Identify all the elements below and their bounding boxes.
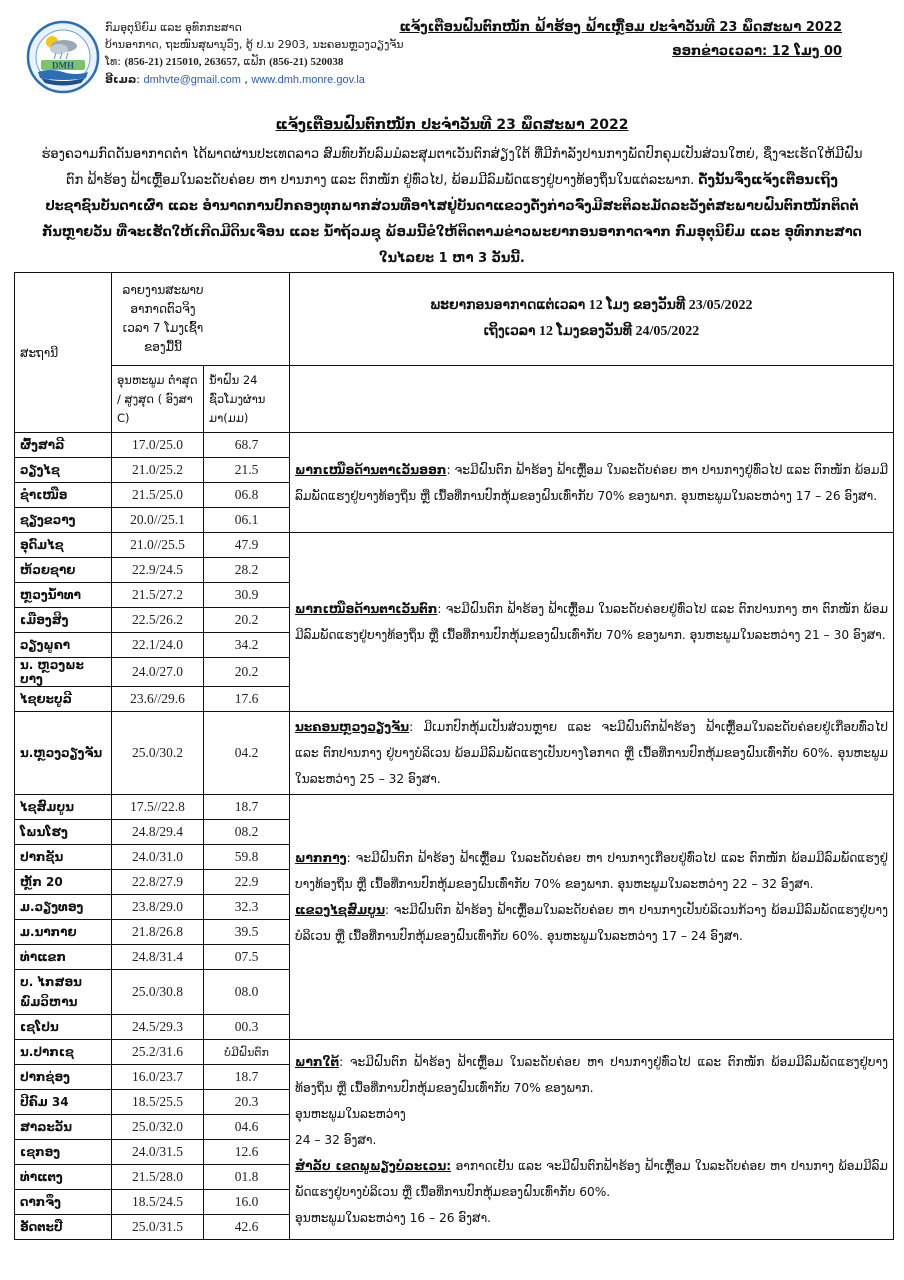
temperature-value: 23.6//29.6 <box>112 687 204 712</box>
station-name: ໄຊສົມບູນ <box>15 795 112 820</box>
rainfall-value: 06.1 <box>204 508 290 533</box>
table-row <box>15 433 894 458</box>
temperature-value: 22.8/27.9 <box>112 870 204 895</box>
station-name: ມ.ນາກາຍ <box>15 920 112 945</box>
rainfall-value: 16.0 <box>204 1190 290 1215</box>
station-name: ນ.ປາກເຊ <box>15 1040 112 1065</box>
rainfall-value: 22.9 <box>204 870 290 895</box>
header-forecast <box>290 273 894 366</box>
temperature-value: 21.5/27.2 <box>112 583 204 608</box>
header-station: ສະຖານີ <box>15 273 112 433</box>
temperature-value: 24.5/29.3 <box>112 1015 204 1040</box>
org-phone <box>105 53 404 71</box>
rainfall-value: 18.7 <box>204 795 290 820</box>
forecast-text: : ຈະມີຝົນຕົກ ຟ້າຮ້ອງ ຟ້າເຫຼື້ອມ ໃນລະດັບຄ່ອຍ ຫາ ປານກາງເກືອບຢູ່ທົ່ວໄປ ແລະ ຕົກໜັກ ພ້ອມມີລົມພັດແຮງຢູ່ບາງທ້ອງຖິ່ນ ຫຼື ເນື້ອທີ່ການປົກຫຸ້ມຂອງຝົນເທົ່າກັບ 70% ຂອງພາກ. ອຸນຫະພູມໃນລະຫວ່າງ 22 – 32 ອົງສາ. <box>295 851 888 891</box>
table-row <box>15 533 894 558</box>
table-header-row <box>15 273 894 366</box>
rainfall-value: 20.3 <box>204 1090 290 1115</box>
temperature-value: 25.0/31.5 <box>112 1215 204 1240</box>
intro-paragraph <box>40 142 864 272</box>
forecast-south <box>290 1040 894 1240</box>
forecast-temp-label: ອຸນຫະພູມໃນລະຫວ່າງ <box>295 1106 406 1121</box>
station-name: ວຽງພູຄາ <box>15 633 112 658</box>
rainfall-value: 28.2 <box>204 558 290 583</box>
rainfall-value: 20.2 <box>204 608 290 633</box>
station-name: ເຊກອງ <box>15 1140 112 1165</box>
table-row <box>15 712 894 795</box>
table-row <box>15 795 894 820</box>
forecast-text: : ຈະມີຝົນຕົກ ຟ້າຮ້ອງ ຟ້າເຫຼື້ອມ ໃນລະດັບຄ່ອຍ ຫາ ປານກາງຢູ່ທົ່ວໄປ ແລະ ຕົກໜັກ ພ້ອມມີລົມພັດແຮງຢູ່ບາງທ້ອງຖິ່ນ ຫຼື ເນື້ອທີ່ການປົກຫຸ້ມຂອງຝົນເທົ່າກັບ 70% ຂອງພາກ. <box>295 1054 888 1095</box>
rainfall-value: 08.2 <box>204 820 290 845</box>
rainfall-value: 30.9 <box>204 583 290 608</box>
weather-table <box>14 272 894 1240</box>
intro-text: ຮ່ອງຄວາມກົດດັນອາກາດຕໍ່າ ໄດ້ພາດຜ່ານປະເທດລາວ ສົມທົບກັບລົມມໍລະສຸມຕາເວັນຕົກສ່ຽງໃຕ້ ທີ່ມີກຳລັງປານກາງພັດປົກຄຸມເປັນສ່ວນໃຫຍ່, ຊຶ່ງຈະເຮັດໃຫ້ມີຝົນຕົກ ຟ້າຮ້ອງ ຟ້າເຫຼື້ອມໃນລະດັບຄ່ອຍ ຫາ ປານກາງ ແລະ ຕົກໜັກ ຢູ່ທົ່ວໄປ, ພ້ອມມີລົມພັດແຮງຢູ່ບາງທ້ອງຖິ່ນໃນແຕ່ລະພາກ. <box>41 147 863 188</box>
org-contact: ອີເມລ: dmhvte@gmail.com , www.dmh.monre.gov.la <box>105 73 365 86</box>
station-name: ດາກຈຶງ <box>15 1190 112 1215</box>
table-subheader-row <box>15 366 894 433</box>
rainfall-value: 08.0 <box>204 970 290 1015</box>
rainfall-value: 12.6 <box>204 1140 290 1165</box>
rainfall-value: 01.8 <box>204 1165 290 1190</box>
station-name: ປາກຊ່ອງ <box>15 1065 112 1090</box>
rainfall-value: 32.3 <box>204 895 290 920</box>
forecast-temp: ອຸນຫະພູມໃນລະຫວ່າງ 16 – 26 ອົງສາ. <box>295 1210 492 1225</box>
website-link[interactable]: www.dmh.monre.gov.la <box>251 74 365 86</box>
forecast-text: : ຈະມີຝົນຕົກ ຟ້າຮ້ອງ ຟ້າເຫຼື້ອມ ໃນລະດັບຄ່ອຍຢູ່ທົ່ວໄປ ແລະ ຕົກປານກາງ ຫາ ຕົກໜັກ ພ້ອມມີລົມພັດແຮງຢູ່ບາງທ້ອງຖິ່ນ ຫຼື ເນື້ອທີ່ການປົກຫຸ້ມຂອງຝົນເທົ່າກັບ 70% ຂອງພາກ. ອຸນຫະພູມໃນລະຫວ່າງ 21 – 30 ອົງສາ. <box>295 602 888 642</box>
table-row <box>15 1040 894 1065</box>
region-name: ພາກກາງ <box>295 851 347 865</box>
temperature-value: 21.0//25.5 <box>112 533 204 558</box>
temperature-value: 25.0/30.2 <box>112 712 204 795</box>
main-title-text: ແຈ້ງເຕືອນຝົນຕົກໜັກ ປະຈຳວັນທີ 23 ພຶດສະພາ 2022 <box>275 117 629 133</box>
station-name: ມ.ວຽງທອງ <box>15 895 112 920</box>
station-name: ນ. ຫຼວງພະບາງ <box>15 658 112 687</box>
station-name: ທ່າແຕງ <box>15 1165 112 1190</box>
main-title <box>0 117 904 133</box>
temperature-value: 23.8/29.0 <box>112 895 204 920</box>
forecast-paragraph-bolaven <box>295 1153 888 1205</box>
org-name: ກົມອຸຕຸນິຍົມ ແລະ ອຸທົກກະສາດ <box>105 21 242 34</box>
intro-warning-text: ດັ່ງນັ້ນຈຶ່ງແຈ້ງເຕືອນເຖິງປະຊາຊົນບັນດາເຜົ່າ ແລະ ອຳນາດການປົກຄອງທຸກພາກສ່ວນທີ່ອາໄສຢູ່ບັນດາແຂວງດັ່ງກ່າວຈົ່ງມີສະຕິລະມັດລະວັງຕໍ່ສະພາບຝົນຕົກໜັກຕິດຕໍ່ກັນຫຼາຍວັນ ທີ່ຈະເຮັດໃຫ້ເກີດມີດິນເຈື່ອນ ແລະ ນ້ຳຖ້ວມຊຸ ພ້ອມນີ້ຂໍໃຫ້ຕິດຕາມຂ່າວພະຍາກອນອາກາດຈາກ ກົມອຸຕຸນິຍົມ ແລະ ອຸທົກກະສາດໃນໄລຍະ 1 ຫາ 3 ວັນນີ້. <box>42 173 862 266</box>
station-name: ໄຊຍະບູລີ <box>15 687 112 712</box>
station-name: ຊຽງຂວາງ <box>15 508 112 533</box>
temperature-value: 21.5/25.0 <box>112 483 204 508</box>
rainfall-value: 17.6 <box>204 687 290 712</box>
header-observation-text: ລາຍງານສະພາບອາກາດຕົວຈິງ ເວລາ 7 ໂມງເຊົ້າ ຂອງມື້ນີ້ <box>122 283 204 354</box>
forecast-northwest <box>290 533 894 712</box>
fax-number: (856-21) 520038 <box>269 56 344 68</box>
rainfall-value: 47.9 <box>204 533 290 558</box>
header-forecast-line2: ເຖິງເວລາ 12 ໂມງຂອງວັນທີ 24/05/2022 <box>483 324 700 339</box>
issue-time: ອອກຂ່າວເວລາ: 12 ໂມງ 00 <box>672 44 842 59</box>
header-rainfall: ນ້ຳຝົນ 24 ຊົ່ວໂມງຜ່ານ ມາ(ມມ) <box>204 366 290 433</box>
station-name: ບ. ໄກສອນ ພົມວິຫານ <box>15 970 112 1015</box>
org-address: ບ້ານອາກາດ, ຖະໜົນສຸພານຸວົງ, ຕູ້ ປ.ນ 2903, ນະຄອນຫຼວງວຽງຈັນ <box>105 38 404 51</box>
rainfall-value: 39.5 <box>204 920 290 945</box>
temperature-value: 20.0//25.1 <box>112 508 204 533</box>
forecast-central <box>290 795 894 1040</box>
header-forecast-blank <box>290 366 894 433</box>
region-name: ພາກເໜືອດ້ານຕາເວັນອອກ <box>295 462 447 477</box>
rainfall-value: 00.3 <box>204 1015 290 1040</box>
station-name: ຫ້ວຍຊາຍ <box>15 558 112 583</box>
rainfall-value: 06.8 <box>204 483 290 508</box>
rainfall-value: 20.2 <box>204 658 290 687</box>
station-name: ທ່າແຂກ <box>15 945 112 970</box>
temperature-value: 24.0/31.5 <box>112 1140 204 1165</box>
forecast-text: : ຈະມີຝົນຕົກ ຟ້າຮ້ອງ ຟ້າເຫຼື້ອມ ໃນລະດັບຄ່ອຍ ຫາ ປານກາງຢູ່ທົ່ວໄປ ແລະ ຕົກໜັກ ພ້ອມມີລົມພັດແຮງຢູ່ບາງທ້ອງຖິ່ນ ຫຼື ເນື້ອທີ່ການປົກຫຸ້ມຂອງຝົນເທົ່າກັບ 70% ຂອງພາກ. ອຸນຫະພູມໃນລະຫວ່າງ 17 – 26 ອົງສາ. <box>295 462 888 503</box>
rainfall-value: 21.5 <box>204 458 290 483</box>
forecast-northeast <box>290 433 894 533</box>
rainfall-value: 42.6 <box>204 1215 290 1240</box>
temperature-value: 18.5/24.5 <box>112 1190 204 1215</box>
temperature-value: 24.8/31.4 <box>112 945 204 970</box>
temperature-value: 24.8/29.4 <box>112 820 204 845</box>
rainfall-value: 18.7 <box>204 1065 290 1090</box>
station-name: ໂພນໂຮງ <box>15 820 112 845</box>
forecast-paragraph-central <box>295 845 888 897</box>
temperature-value: 18.5/25.5 <box>112 1090 204 1115</box>
temperature-value: 25.0/30.8 <box>112 970 204 1015</box>
temperature-value: 17.0/25.0 <box>112 433 204 458</box>
document-title: ແຈ້ງເຕືອນຝົນຕົກໜັກ ຟ້າຮ້ອງ ຟ້າເຫຼື້ອມ ປະຈຳວັນທີ 23 ພຶດສະພາ 2022 <box>399 20 842 35</box>
phone-label: ໂທ: <box>105 55 121 68</box>
temperature-value: 25.0/32.0 <box>112 1115 204 1140</box>
rainfall-value: 34.2 <box>204 633 290 658</box>
header-temperature: ອຸນຫະພູມ ຕໍ່າສຸດ / ສູງສຸດ ( ອົງສາ C) <box>112 366 204 433</box>
rainfall-value: ບໍ່ມີຝົນຕົກ <box>204 1040 290 1065</box>
forecast-temp-range: 24 – 32 ອົງສາ. <box>295 1132 377 1147</box>
separator: , <box>244 73 248 86</box>
station-name: ຜົ້ງສາລີ <box>15 433 112 458</box>
region-name: ພາກໃຕ້ <box>295 1054 340 1069</box>
temperature-value: 16.0/23.7 <box>112 1065 204 1090</box>
temperature-value: 17.5//22.8 <box>112 795 204 820</box>
rainfall-value: 07.5 <box>204 945 290 970</box>
region-name: ນະຄອນຫຼວງວຽງຈັນ <box>295 720 410 734</box>
station-name: ວຽງໄຊ <box>15 458 112 483</box>
forecast-text: : ຈະມີຝົນຕົກ ຟ້າຮ້ອງ ຟ້າເຫຼື້ອມໃນລະດັບຄ່ອຍ ຫາ ປານກາງເປັນບໍລິເວນກ້ວາງ ພ້ອມມີລົມພັດແຮງຢູ່ບາງບໍລິເວນ ຫຼື ເນື້ອທີ່ການປົກຫຸ້ມຂອງຝົນເທົ່າກັບ 60%. ອຸນຫະພູມໃນລະຫວ່າງ 17 – 24 ອົງສາ. <box>295 903 888 943</box>
temperature-value: 24.0/31.0 <box>112 845 204 870</box>
station-name: ຫຼັກ 20 <box>15 870 112 895</box>
station-name: ອຸດົມໄຊ <box>15 533 112 558</box>
forecast-vientiane <box>290 712 894 795</box>
phone-numbers: (856-21) 215010, 263657, <box>124 56 240 68</box>
forecast-text: : ມີເມກປົກຫຸ້ມເປັນສ່ວນຫຼາຍ ແລະ ຈະມີຝົນຕົກຟ້າຮ້ອງ ຟ້າເຫຼື້ອມໃນລະດັບຄ່ອຍຢູ່ເກືອບທົ່ວໄປ ແລະ ຕົກປານກາງ ຢູ່ບາງບໍລິເວນ ພ້ອມມີລົມພັດແຮງເປັນບາງໂອກາດ ຫຼື ເນື້ອທີ່ການປົກຫຸ້ມຂອງຝົນເທົ່າກັບ 60%. ອຸນຫະພູມໃນລະຫວ່າງ 25 – 32 ອົງສາ. <box>295 720 888 786</box>
forecast-paragraph-vientiane <box>295 714 888 792</box>
station-name: ສາລະວັນ <box>15 1115 112 1140</box>
rainfall-value: 04.2 <box>204 712 290 795</box>
rainfall-value: 04.6 <box>204 1115 290 1140</box>
station-name: ນ.ຫຼວງວຽງຈັນ <box>15 712 112 795</box>
temperature-value: 21.5/28.0 <box>112 1165 204 1190</box>
fax-label: ແຟັກ <box>243 55 266 68</box>
forecast-paragraph-xaisomboun <box>295 897 888 949</box>
email-link[interactable]: dmhvte@gmail.com <box>143 74 241 86</box>
station-name: ເຊໂປນ <box>15 1015 112 1040</box>
rainfall-value: 59.8 <box>204 845 290 870</box>
station-name: ປາກຊັນ <box>15 845 112 870</box>
region-name: ສຳລັບ ເຂດພູພຽງບໍລະເວນ: <box>295 1158 452 1173</box>
temperature-value: 21.0/25.2 <box>112 458 204 483</box>
header-observation <box>112 273 290 366</box>
organization-info <box>105 19 404 89</box>
region-name: ແຂວງໄຊສົມບູນ <box>295 903 386 917</box>
header-forecast-line1: ພະຍາກອນອາກາດແຕ່ເວລາ 12 ໂມງ ຂອງວັນທີ 23/05/2022 <box>430 298 753 313</box>
region-name: ພາກເໜືອດ້ານຕາເວັນຕົກ <box>295 602 438 616</box>
temperature-value: 21.8/26.8 <box>112 920 204 945</box>
station-name: ອັດຕະປື <box>15 1215 112 1240</box>
station-name: ເມືອງສິງ <box>15 608 112 633</box>
station-name: ຫຼວງນ້ຳທາ <box>15 583 112 608</box>
station-name: ປີຄົມ 34 <box>15 1090 112 1115</box>
station-name: ຊຳເໜືອ <box>15 483 112 508</box>
temperature-value: 22.1/24.0 <box>112 633 204 658</box>
temperature-value: 25.2/31.6 <box>112 1040 204 1065</box>
dmh-logo-icon <box>26 20 100 94</box>
forecast-paragraph-northwest <box>295 596 888 648</box>
forecast-text: ອາກາດເຢັນ ແລະ ຈະມີຝົນຕົກຟ້າຮ້ອງ ຟ້າເຫຼື້ອມ ໃນລະດັບຄ່ອຍ ຫາ ປານກາງ ພ້ອມມີລົມພັດແຮງຢູ່ບາງບໍລິເວນ ຫຼື ເນື້ອທີ່ການປົກຫຸ້ມຂອງຝົນເທົ່າກັບ 60%. <box>295 1158 888 1199</box>
rainfall-value: 68.7 <box>204 433 290 458</box>
logo-text: DMH <box>52 60 74 71</box>
temperature-value: 24.0/27.0 <box>112 658 204 687</box>
document-title-block <box>399 16 842 64</box>
temperature-value: 22.9/24.5 <box>112 558 204 583</box>
email-label: ອີເມລ <box>105 73 137 86</box>
forecast-paragraph-northeast <box>295 457 888 509</box>
forecast-paragraph-south <box>295 1049 888 1101</box>
temperature-value: 22.5/26.2 <box>112 608 204 633</box>
